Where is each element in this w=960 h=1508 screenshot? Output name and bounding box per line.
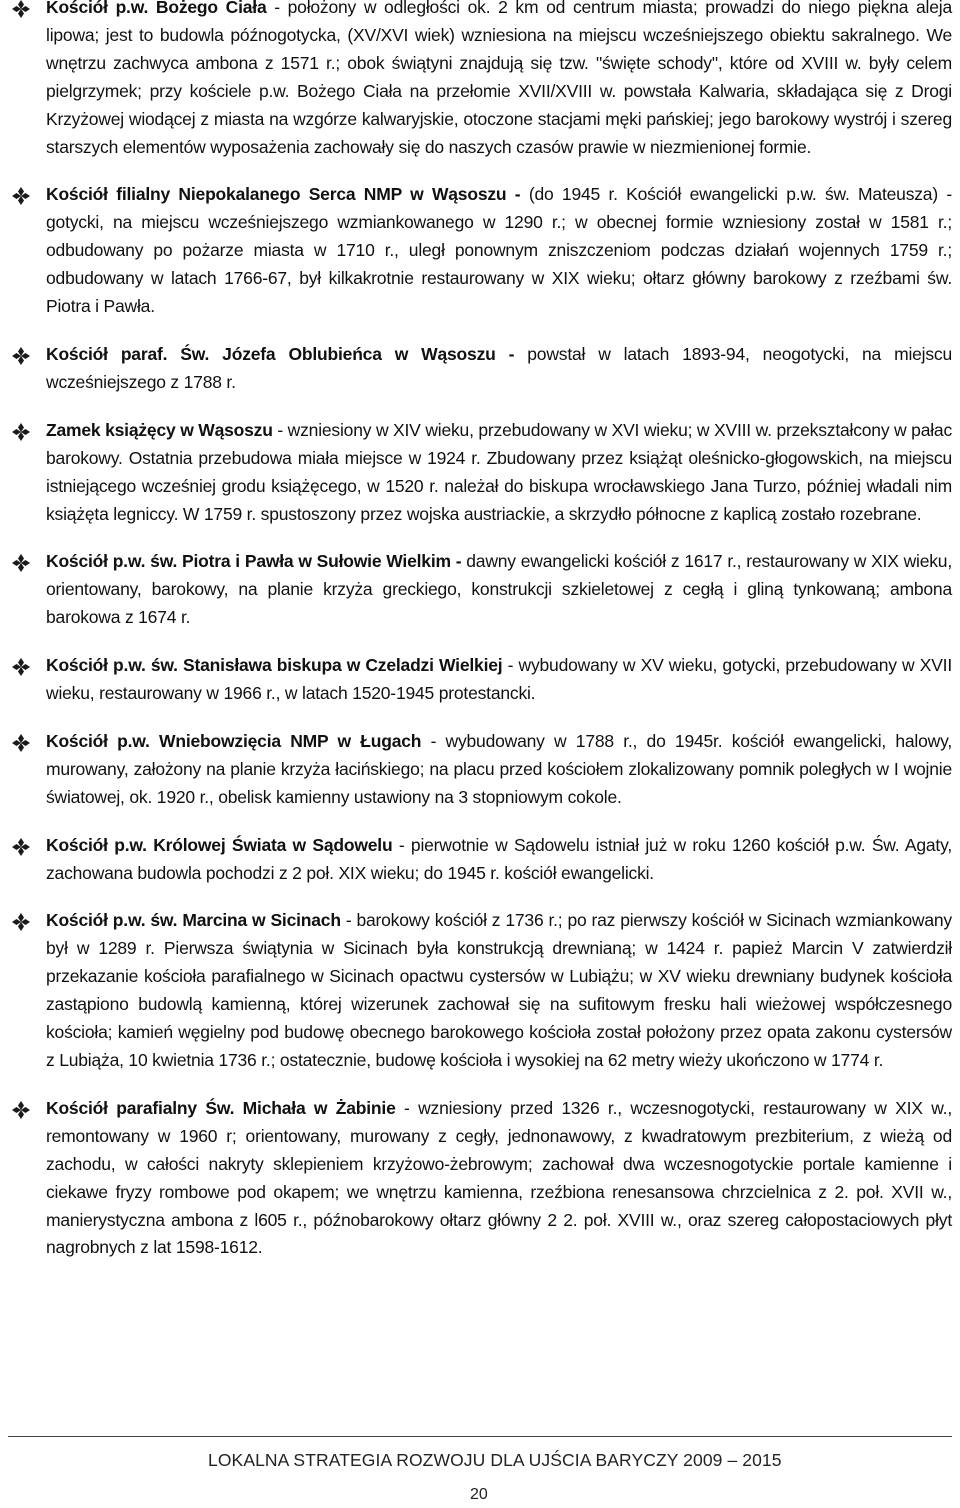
entry-name: Kościół filialny Niepokalanego Serca NMP w Wąsoszu - [46, 184, 521, 205]
entry-text: - położony w odległości ok. 2 km od centrum miasta; prowadzi do niego piękna aleja lipowa; jest to budowla późnogotycka, (XV/XVI wiek) wzniesiona na miejscu wcześniejszego obiektu sakralnego. We wnętrzu zachwyca ambona z 1571 r.; obok świątyni znajdują się tzw. "święte schody", które od XVIII w. były celem pielgrzymek; przy kościele p.w. Bożego Ciała na przełomie XVII/XVIII w. powstała Kalwaria, składająca się z Drogi Krzyżowej wiodącej z miasta na wzgórze kalwaryjskie, otoczone stacjami męki pańskiej; jego barokowy wystrój i szereg starszych elementów wyposażenia zachowały się do naszych czasów prawie w niezmienionej formie. [46, 0, 952, 157]
four-diamond-bullet-icon [12, 1101, 30, 1119]
four-diamond-bullet-icon [12, 347, 30, 365]
footer-title: LOKALNA STRATEGIA ROZWOJU DLA UJŚCIA BARYCZY 2009 – 2015 [208, 1450, 782, 1470]
entry-text: - pierwotnie w Sądowelu istniał już w roku 1260 kościół p.w. Św. Agaty, zachowana budowla pochodzi z 2 poł. XIX wieku; do 1945 r. kościół ewangelicki. [46, 834, 952, 883]
entry-name: Kościół p.w. Bożego Ciała [46, 0, 267, 17]
entry-text: (do 1945 r. Kościół ewangelicki p.w. św. Mateusza) - gotycki, na miejscu wcześniejszego wzmiankowanego w 1290 r.; w obecnej formie wzniesiony został w 1581 r.; odbudowany po pożarze miasta w 1710 r., uległ ponownym zniszczeniom podczas działań wojennych 1759 r.; odbudowany w latach 1766-67, był kilkakrotnie restaurowany w XIX wieku; ołtarz główny barokowy z rzeźbami św. Piotra i Pawła. [46, 184, 952, 317]
document-body [10, 0, 952, 1262]
list-item [10, 728, 952, 812]
entry-text: powstał w latach 1893-94, neogotycki, na miejscu wcześniejszego z 1788 r. [46, 343, 952, 392]
entry-name: Kościół p.w. Wniebowzięcia NMP w Ługach [46, 730, 422, 751]
entry-name: Kościół parafialny Św. Michała w Żabinie [46, 1097, 396, 1118]
list-item [10, 0, 952, 161]
entry-name: Kościół p.w. Królowej Świata w Sądowelu [46, 834, 393, 855]
four-diamond-bullet-icon [12, 554, 30, 572]
list-item [10, 652, 952, 708]
four-diamond-bullet-icon [12, 0, 30, 18]
entry-text: - wybudowany w XV wieku, gotycki, przebudowany w XVII wieku, restaurowany w 1966 r., w latach 1520-1945 protestancki. [46, 655, 952, 704]
entry-name: Zamek książęcy w Wąsoszu [46, 419, 273, 440]
list-item [10, 907, 952, 1074]
entry-name: Kościół paraf. Św. Józefa Oblubieńca w Wąsoszu - [46, 343, 515, 364]
entry-name: Kościół p.w. św. Piotra i Pawła w Sułowie Wielkim - [46, 551, 462, 572]
entry-text: - wzniesiony w XIV wieku, przebudowany w XVI wieku; w XVIII w. przekształcony w pałac barokowy. Ostatnia przebudowa miała miejsce w 1924 r. Zbudowany przez książąt oleśnicko-głogowskich, na miejscu istniejącego wcześniej grodu książęcego, w 1520 r. należał do biskupa wrocławskiego Jana Turzo, później władali nim książęta legniccy. W 1759 r. spustoszony przez wojska austriackie, a skrzydło północne z kaplicą zostało rozebrane. [46, 419, 952, 524]
list-item [10, 341, 952, 397]
entry-text: - wzniesiony przed 1326 r., wczesnogotycki, restaurowany w XIX w., remontowany w 1960 r; orientowany, murowany z cegły, jednonawowy, z kwadratowym prezbiterium, z wieżą od zachodu, w całości nakryty sklepieniem krzyżowo-żebrowym; zachował dwa wczesnogotyckie portale kamienne i ciekawe fryzy rombowe pod okapem; we wnętrzu kamienna, rzeźbiona renesansowa chrzcielnica z 2. poł. XVII w., manierystyczna ambona z l605 r., późnobarokowy ołtarz główny 2 2. poł. XVIII w., oraz szereg całopostaciowych płyt nagrobnych z lat 1598-1612. [46, 1097, 952, 1258]
list-item [10, 832, 952, 888]
entry-text: - barokowy kościół z 1736 r.; po raz pierwszy kościół w Sicinach wzmiankowany był w 1289 r. Pierwsza świątynia w Sicinach była konstrukcją drewnianą; w 1424 r. papież Marcin V zatwierdził przekazanie kościoła parafialnego w Sicinach opactwu cystersów w Lubiążu; w XV wieku drewniany budynek kościoła zastąpiono budowlą kamienną, której wizerunek zachował się na sufitowym fresku hali wieżowej współczesnego kościoła; kamień węgielny pod budowę obecnego barokowego kościoła został położony przez opata zakonu cystersów z Lubiąża, 10 kwietnia 1736 r.; ostatecznie, budowę kościoła i wysokiej na 62 metry wieży ukończono w 1774 r. [46, 910, 952, 1070]
list-item [10, 1095, 952, 1262]
four-diamond-bullet-icon [12, 838, 30, 856]
entry-name: Kościół p.w. św. Stanisława biskupa w Czeladzi Wielkiej [46, 655, 503, 676]
footer-divider [8, 1436, 952, 1437]
page-number: 20 [470, 1486, 488, 1503]
four-diamond-bullet-icon [12, 658, 30, 676]
list-item [10, 417, 952, 529]
entry-text: - wybudowany w 1788 r., do 1945r. kościół ewangelicki, halowy, murowany, założony na planie krzyża łacińskiego; na placu przed kościołem zlokalizowany pomnik poległych w I wojnie światowej, ok. 1920 r., obelisk kamienny ustawiony na 3 stopniowym cokole. [46, 730, 952, 807]
entry-text: dawny ewangelicki kościół z 1617 r., restaurowany w XIX wieku, orientowany, barokowy, na planie krzyża greckiego, konstrukcji szkieletowej z cegłą i gliną tynkowaną; ambona barokowa z 1674 r. [46, 551, 952, 628]
four-diamond-bullet-icon [12, 913, 30, 931]
four-diamond-bullet-icon [12, 423, 30, 441]
list-item [10, 548, 952, 632]
list-item [10, 181, 952, 321]
entry-name: Kościół p.w. św. Marcina w Sicinach [46, 910, 341, 931]
four-diamond-bullet-icon [12, 187, 30, 205]
four-diamond-bullet-icon [12, 734, 30, 752]
